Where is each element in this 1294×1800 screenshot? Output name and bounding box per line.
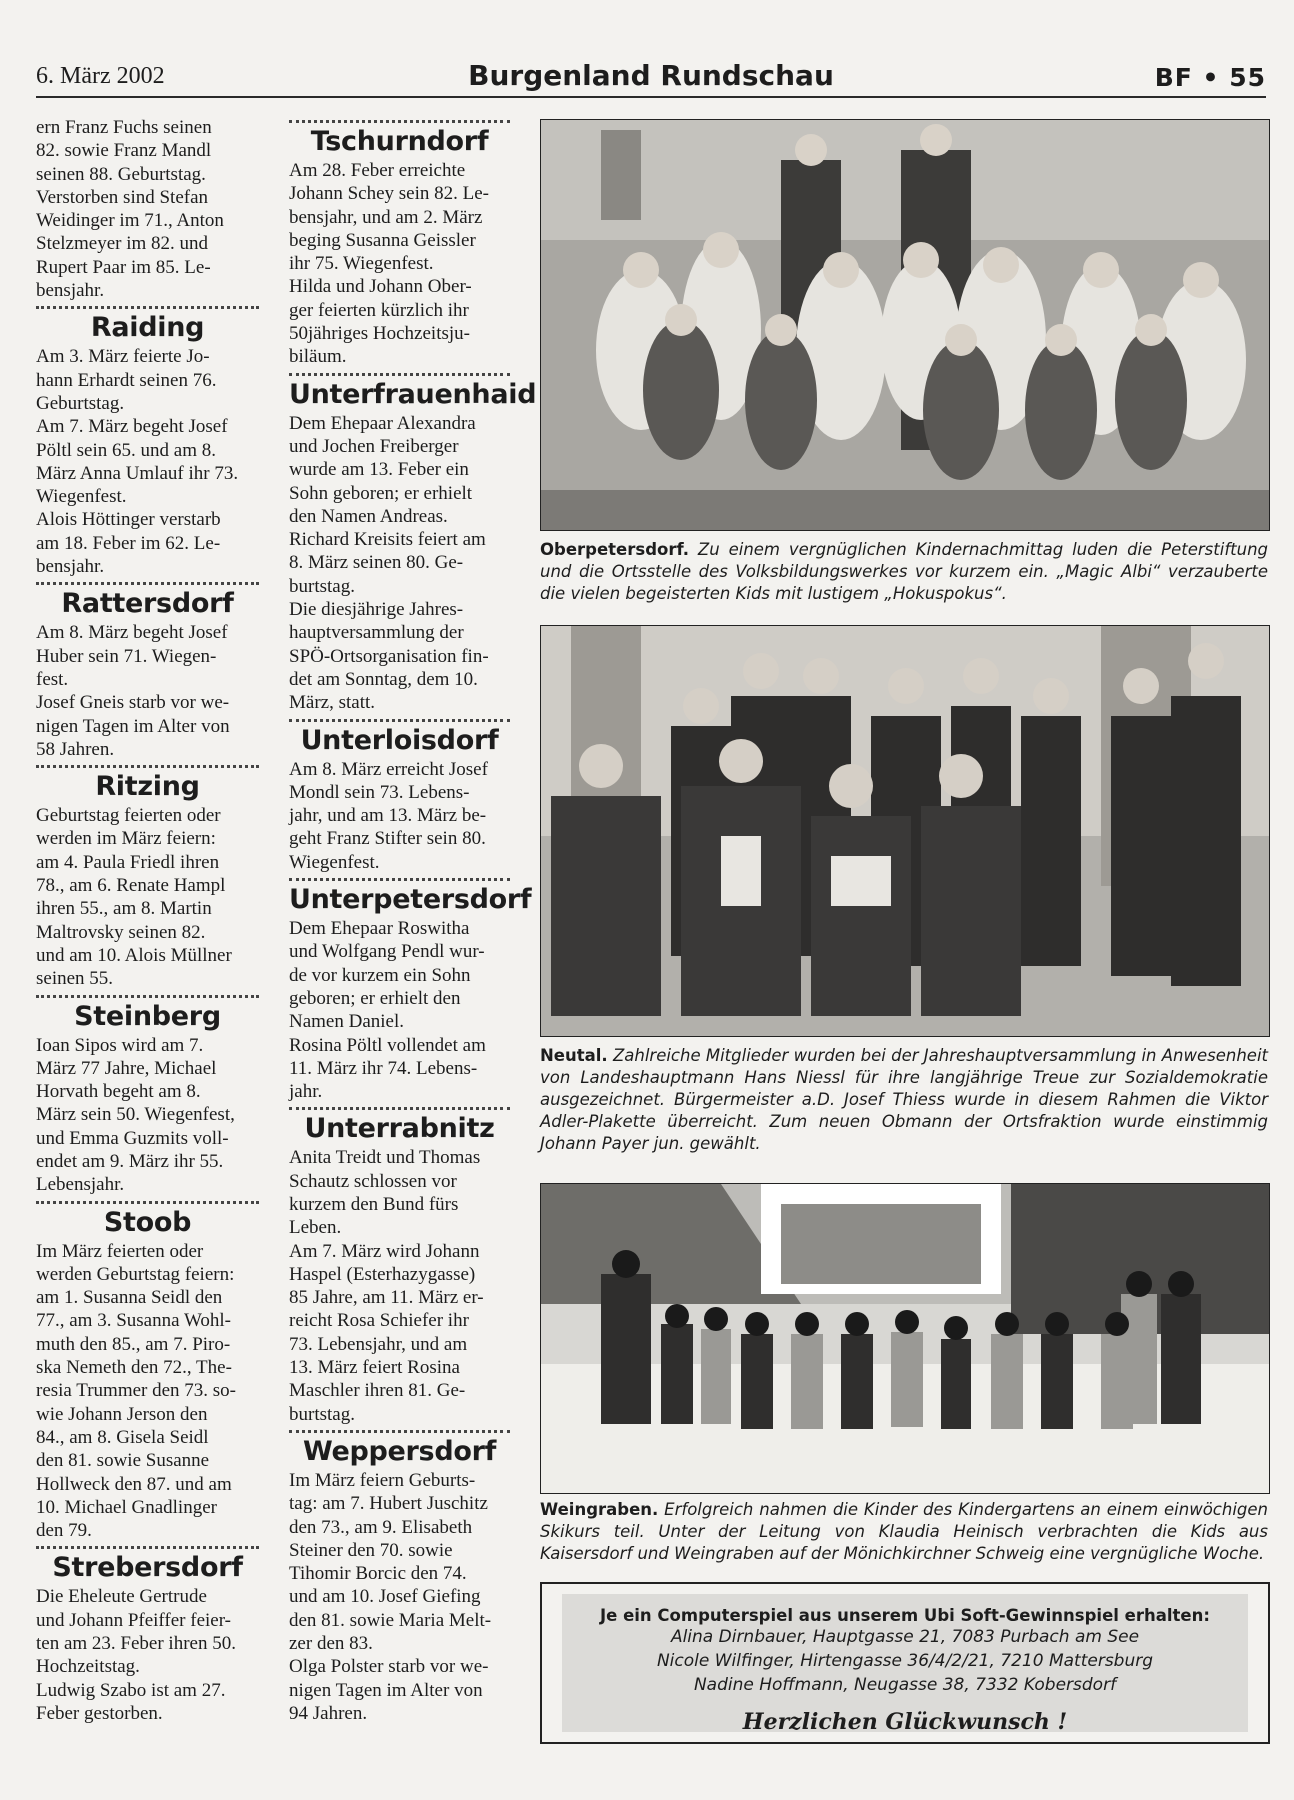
news-section: [36, 1201, 259, 1543]
text-line: den Namen Andreas.: [289, 505, 448, 527]
text-line: biläum.: [289, 346, 347, 368]
caption-text: Erfolgreich nahmen die Kinder des Kindergartens an einem einwöchigen Skikurs teil. Unter der Leitung von Klaudia Heinisch verbrachten die Kids aus Kaisersdorf und Weingraben auf der Mönichkirchner Schweig eine vergnügliche Woche.: [540, 1500, 1268, 1563]
news-section: [36, 1546, 259, 1725]
text-line: geboren; er erhielt den: [289, 987, 461, 1009]
news-section: [289, 1107, 510, 1426]
text-line: Im März feiern Geburts-: [289, 1469, 476, 1491]
section-heading: Weppersdorf: [302, 1435, 497, 1467]
news-section: [289, 1430, 510, 1725]
text-line: Steiner den 70. sowie: [289, 1539, 453, 1561]
text-line: Im März feierten oder: [36, 1240, 204, 1262]
section-text: [289, 159, 510, 369]
text-line: 73. Lebensjahr, und am: [289, 1333, 468, 1355]
text-line: 94 Jahren.: [289, 1702, 368, 1724]
text-line: wurde am 13. Feber ein: [289, 459, 469, 481]
issue-date: 6. März 2002: [36, 63, 165, 89]
text-line: Lebensjahr.: [36, 1174, 125, 1196]
text-line: kurzem den Bund fürs: [289, 1193, 459, 1215]
text-line: Haspel (Esterhazygasse): [289, 1263, 476, 1285]
text-line: de vor kurzem ein Sohn: [289, 964, 471, 986]
text-line: Weidinger im 71., Anton: [36, 210, 224, 232]
text-line: fest.: [36, 668, 69, 690]
text-line: bensjahr, und am 2. März: [289, 206, 483, 228]
winners-title: Je ein Computerspiel aus unserem Ubi Soft-Gewinnspiel erhalten:: [600, 1606, 1210, 1625]
dotted-divider: [36, 1546, 259, 1549]
text-line: Alois Höttinger verstarb: [36, 509, 221, 531]
caption-oberpetersdorf: [540, 539, 1268, 605]
text-line: Huber sein 71. Wiegen-: [36, 645, 217, 667]
text-line: Leben.: [289, 1217, 342, 1239]
text-line: Am 7. März begeht Josef: [36, 416, 228, 438]
text-line: Richard Kreisits feiert am: [289, 529, 486, 551]
text-line: det am Sonntag, dem 10.: [289, 668, 478, 690]
winners-box-inner: [562, 1594, 1248, 1735]
text-line: Dem Ehepaar Alexandra: [289, 412, 476, 434]
newspaper-title: Burgenland Rundschau: [468, 59, 834, 92]
caption-neutal: [540, 1045, 1268, 1155]
text-line: Rupert Paar im 85. Le-: [36, 256, 211, 278]
text-line: Josef Gneis starb vor we-: [36, 692, 230, 714]
text-line: Hochzeitstag.: [36, 1656, 140, 1678]
text-line: ger feierten kürzlich ihr: [289, 299, 469, 321]
text-line: 58 Jahren.: [36, 738, 115, 760]
text-line: Am 8. März begeht Josef: [36, 622, 228, 644]
news-section: [289, 719, 510, 874]
text-line: endet am 9. März ihr 55.: [36, 1150, 224, 1172]
dotted-divider: [36, 995, 259, 998]
section-text: [289, 1146, 510, 1426]
text-line: Geburtstag feierten oder: [36, 805, 221, 827]
news-section: [289, 120, 510, 369]
text-line: Wiegenfest.: [289, 851, 380, 873]
news-section: [36, 765, 259, 990]
dotted-divider: [289, 120, 510, 123]
text-line: burtstag.: [289, 1403, 355, 1425]
text-line: Wiegenfest.: [36, 486, 127, 508]
section-heading: Strebersdorf: [52, 1552, 243, 1584]
text-line: 84., am 8. Gisela Seidl: [36, 1426, 209, 1448]
section-heading: Tschurndorf: [310, 126, 489, 157]
text-line: Dem Ehepaar Roswitha: [289, 918, 470, 940]
text-line: den 79.: [36, 1520, 92, 1542]
page-number: BF • 55: [1154, 63, 1266, 92]
section-text: [289, 758, 510, 874]
text-line: ern Franz Fuchs seinen: [36, 117, 212, 138]
text-line: bensjahr.: [36, 280, 105, 302]
text-line: März Anna Umlauf ihr 73.: [36, 462, 239, 484]
section-heading: Steinberg: [74, 1000, 221, 1032]
winner-line: Nicole Wilfinger, Hirtengasse 36/4/2/21, 7210 Mattersburg: [656, 1651, 1154, 1671]
section-text: [36, 1585, 259, 1725]
text-line: werden im März feiern:: [36, 828, 216, 850]
text-line: Ioan Sipos wird am 7.: [36, 1034, 204, 1056]
section-heading: Rattersdorf: [61, 588, 234, 620]
caption-place: Weingraben.: [540, 1500, 659, 1519]
text-line: Anita Treidt und Thomas: [289, 1147, 481, 1169]
text-line: März, statt.: [289, 692, 376, 714]
news-section: [36, 116, 259, 302]
text-line: jahr, und am 13. März be-: [289, 805, 487, 827]
text-line: Pöltl sein 65. und am 8.: [36, 439, 216, 461]
section-text: [36, 116, 259, 302]
dotted-divider: [36, 1201, 259, 1204]
dotted-divider: [36, 765, 259, 768]
text-line: am 18. Feber im 62. Le-: [36, 532, 221, 554]
text-line: den 73., am 9. Elisabeth: [289, 1516, 473, 1538]
text-line: Die diesjährige Jahres-: [289, 599, 464, 621]
dotted-divider: [289, 1430, 510, 1433]
text-line: nigen Tagen im Alter von: [289, 1679, 483, 1701]
text-line: am 1. Susanna Seidl den: [36, 1287, 223, 1309]
text-line: SPÖ-Ortsorganisation fin-: [289, 645, 489, 667]
text-line: Geburtstag.: [36, 392, 125, 414]
text-line: 13. März feiert Rosina: [289, 1357, 460, 1379]
text-line: geht Franz Stifter sein 80.: [289, 828, 486, 850]
section-heading: Raiding: [90, 312, 205, 344]
section-text: [36, 621, 259, 761]
text-line: Ludwig Szabo ist am 27.: [36, 1679, 226, 1701]
text-line: burtstag.: [289, 575, 355, 597]
text-line: Feber gestorben.: [36, 1702, 163, 1724]
caption-text: Zu einem vergnüglichen Kindernachmittag luden die Peterstiftung und die Ortsstelle des Volksbildungswerkes vor kurzem ein. „Magic Albi“ verzauberte die vielen begeisterten Kids mit lustigem „Hokuspokus“.: [540, 540, 1268, 603]
caption-weingraben: [540, 1499, 1268, 1565]
text-line: 11. März ihr 74. Lebens-: [289, 1057, 478, 1079]
text-line: 78., am 6. Renate Hampl: [36, 875, 226, 897]
text-line: ska Nemeth den 72., The-: [36, 1357, 232, 1379]
section-text: [289, 917, 510, 1103]
winner-line: Nadine Hoffmann, Neugasse 38, 7332 Kobersdorf: [693, 1675, 1117, 1695]
section-heading: Unterrabnitz: [304, 1113, 495, 1145]
text-line: ten am 23. Feber ihren 50.: [36, 1633, 236, 1655]
section-heading: Unterloisdorf: [300, 724, 499, 756]
text-line: reicht Rosa Schiefer ihr: [289, 1310, 469, 1332]
text-line: resia Trummer den 73. so-: [36, 1380, 237, 1402]
text-line: 8. März seinen 80. Ge-: [289, 552, 464, 574]
text-line: Verstorben sind Stefan: [36, 186, 209, 208]
dotted-divider: [289, 1107, 510, 1110]
text-line: hann Erhardt seinen 76.: [36, 369, 217, 391]
text-line: Namen Daniel.: [289, 1011, 405, 1033]
text-line: Sohn geboren; er erhielt: [289, 482, 473, 504]
text-line: ihr 75. Wiegenfest.: [289, 253, 434, 275]
dotted-divider: [289, 719, 510, 722]
text-line: Hilda und Johann Ober-: [289, 276, 472, 298]
section-text: [289, 1469, 510, 1725]
section-text: [36, 804, 259, 990]
text-line: nigen Tagen im Alter von: [36, 715, 230, 737]
caption-text: Zahlreiche Mitglieder wurden bei der Jahreshauptversammlung in Anwesenheit von Landeshauptmann Hans Niessl für ihre langjährige Treue zur Sozialdemokratie ausgezeichnet. Bürgermeister a.D. Josef Thiess wurde in diesem Rahmen die Viktor Adler-Plakette überreicht. Zum neuen Obmann der Ortsfraktion wurde einstimmig Johann Payer jun. gewählt.: [540, 1046, 1269, 1153]
text-line: ihren 55., am 8. Martin: [36, 898, 212, 920]
text-line: Maschler ihren 81. Ge-: [289, 1380, 466, 1402]
section-heading: Stoob: [103, 1206, 192, 1238]
section-text: [36, 1034, 259, 1197]
text-line: zer den 83.: [289, 1633, 373, 1655]
congratulations: Herzlichen Glückwunsch !: [742, 1709, 1068, 1735]
text-line: März 77 Jahre, Michael: [36, 1057, 217, 1079]
text-line: 77., am 3. Susanna Wohl-: [36, 1310, 231, 1332]
section-text: [36, 345, 259, 578]
dotted-divider: [36, 582, 259, 585]
text-line: den 81. sowie Susanne: [36, 1450, 210, 1472]
text-line: und Wolfgang Pendl wur-: [289, 941, 485, 963]
text-line: Am 28. Feber erreichte: [289, 160, 466, 181]
text-line: Schautz schlossen vor: [289, 1170, 457, 1192]
text-line: am 4. Paula Friedl ihren: [36, 851, 220, 873]
text-line: Stelzmeyer im 82. und: [36, 233, 209, 255]
text-line: Maltrovsky seinen 82.: [36, 921, 206, 943]
text-line: seinen 88. Geburtstag.: [36, 163, 206, 185]
text-line: Rosina Pöltl vollendet am: [289, 1034, 486, 1056]
text-line: Die Eheleute Gertrude: [36, 1586, 207, 1608]
text-line: wie Johann Jerson den: [36, 1403, 208, 1425]
dotted-divider: [289, 373, 510, 376]
section-text: [36, 1240, 259, 1543]
text-line: März sein 50. Wiegenfest,: [36, 1104, 235, 1126]
text-line: und Johann Pfeiffer feier-: [36, 1609, 232, 1631]
caption-place: Neutal.: [540, 1046, 608, 1065]
winner-line: Alina Dirnbauer, Hauptgasse 21, 7083 Purbach am See: [670, 1627, 1140, 1647]
caption-place: Oberpetersdorf.: [540, 540, 690, 559]
section-heading: Ritzing: [95, 771, 200, 803]
dotted-divider: [36, 306, 259, 309]
news-column-2: [289, 116, 537, 1725]
text-line: Tihomir Borcic den 74.: [289, 1563, 467, 1585]
section-text: [289, 412, 510, 715]
text-line: beging Susanna Geissler: [289, 229, 476, 251]
news-section: [289, 878, 532, 1103]
text-line: 85 Jahre, am 11. März er-: [289, 1287, 484, 1309]
text-line: Am 7. März wird Johann: [289, 1240, 480, 1262]
text-line: und Jochen Freiberger: [289, 435, 459, 457]
text-line: und am 10. Alois Müllner: [36, 944, 232, 966]
winners-box: [540, 1582, 1270, 1744]
section-heading: Unterpetersdorf: [289, 884, 532, 916]
news-section: [36, 306, 259, 578]
text-line: Mondl sein 73. Lebens-: [289, 781, 470, 803]
text-line: und Emma Guzmits voll-: [36, 1127, 229, 1149]
text-line: werden Geburtstag feiern:: [36, 1263, 235, 1285]
text-line: Am 8. März erreicht Josef: [289, 758, 488, 780]
text-line: 50jähriges Hochzeitsju-: [289, 323, 470, 345]
text-line: Johann Schey sein 82. Le-: [289, 183, 489, 205]
text-line: bensjahr.: [36, 556, 105, 578]
text-line: den 81. sowie Maria Melt-: [289, 1609, 492, 1631]
text-line: tag: am 7. Hubert Juschitz: [289, 1493, 488, 1515]
dotted-divider: [289, 878, 510, 881]
news-column-1: [36, 116, 259, 1725]
photo-children-party: [540, 119, 1270, 531]
photo-award-ceremony: [540, 625, 1270, 1037]
text-line: Horvath begeht am 8.: [36, 1081, 201, 1103]
text-line: jahr.: [289, 1081, 323, 1103]
page-header: [36, 52, 1266, 98]
text-line: Hollweck den 87. und am: [36, 1473, 232, 1495]
text-line: 82. sowie Franz Mandl: [36, 140, 212, 162]
text-line: hauptversammlung der: [289, 622, 464, 644]
text-line: Olga Polster starb vor we-: [289, 1656, 489, 1678]
news-section: [36, 582, 259, 761]
news-section: [289, 373, 537, 715]
text-line: Am 3. März feierte Jo-: [36, 346, 210, 368]
photo-ski-course: [540, 1183, 1270, 1494]
section-heading: Unterfrauenhaid: [289, 378, 537, 410]
text-line: seinen 55.: [36, 968, 114, 990]
text-line: und am 10. Josef Giefing: [289, 1586, 481, 1608]
text-line: muth den 85., am 7. Piro-: [36, 1333, 231, 1355]
text-line: 10. Michael Gnadlinger: [36, 1496, 217, 1518]
news-section: [36, 995, 259, 1197]
